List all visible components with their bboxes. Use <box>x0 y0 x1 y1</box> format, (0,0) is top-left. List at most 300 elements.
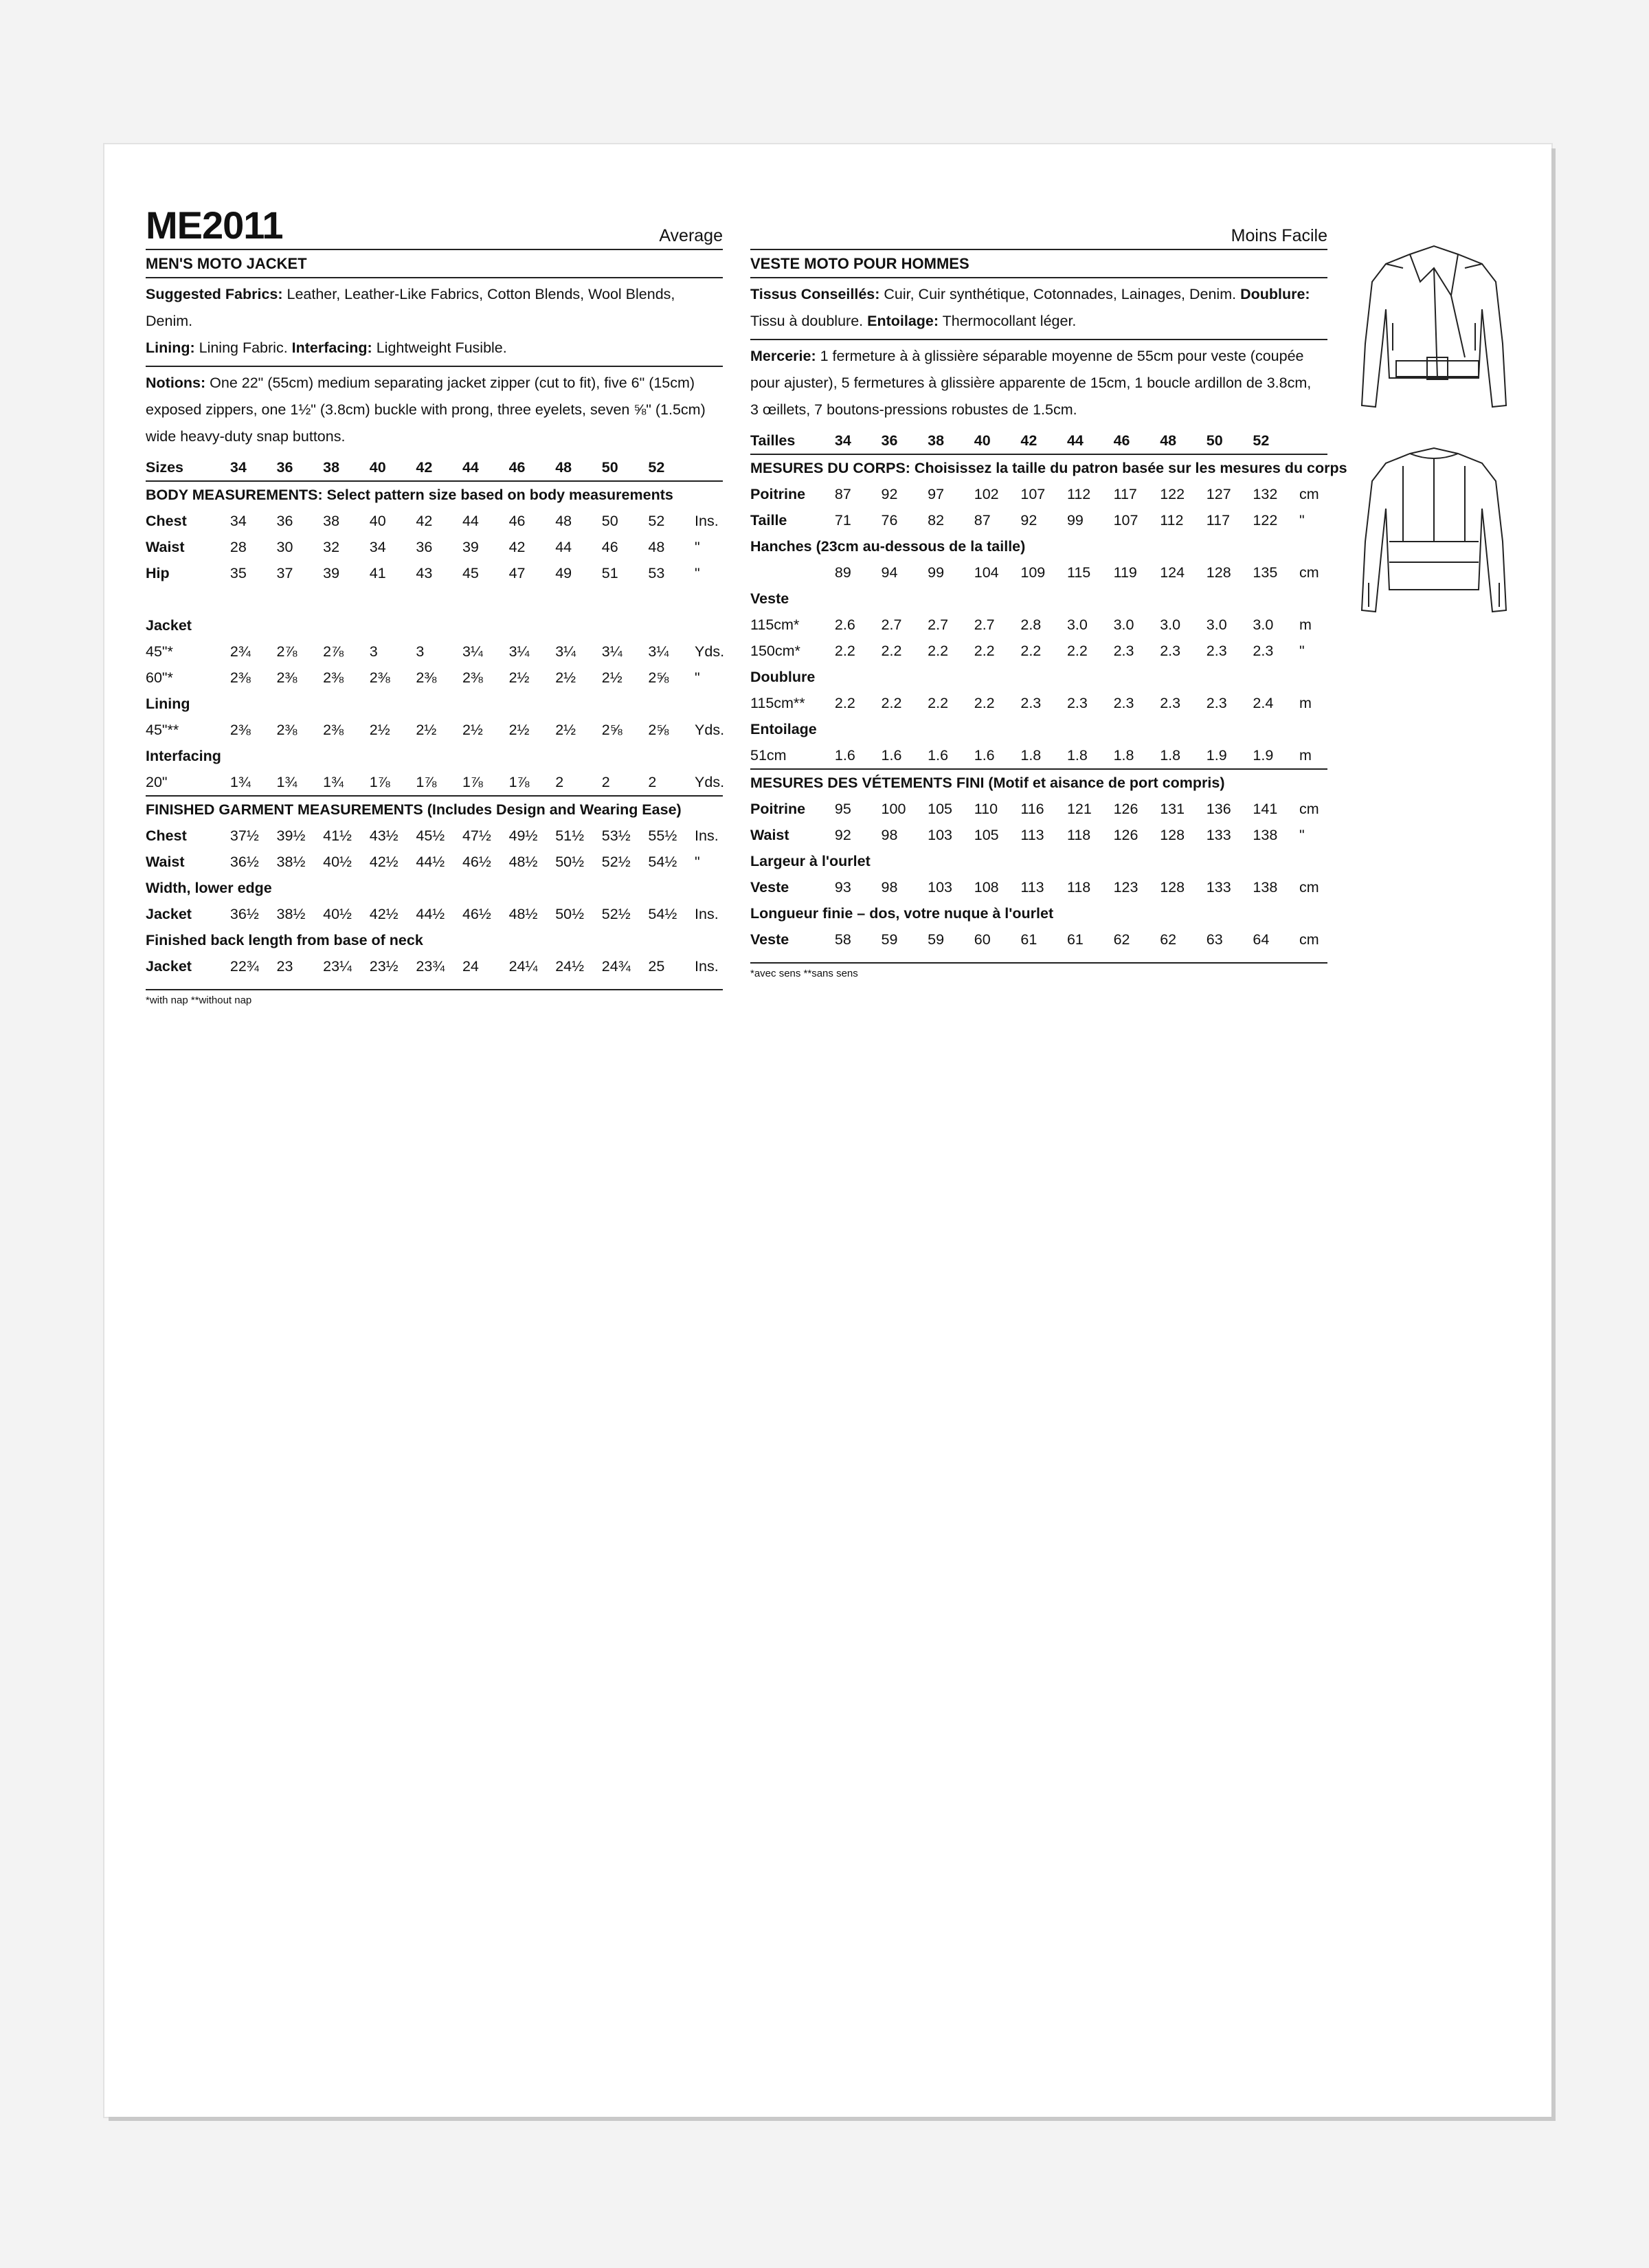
unit-label: cm <box>1299 564 1319 581</box>
cell-value: 34 <box>369 538 386 555</box>
interfacing-text: Thermocollant léger. <box>939 313 1077 329</box>
notions-label: Notions: <box>146 375 206 391</box>
row-label: Veste <box>750 931 789 948</box>
row-label: Chest <box>146 827 187 844</box>
cell-value: 38½ <box>276 853 306 870</box>
cell-value: 59 <box>928 931 945 948</box>
lining-label: Doublure: <box>1240 286 1310 302</box>
row-label: 115cm** <box>750 694 805 711</box>
cell-value: 46½ <box>462 853 491 870</box>
cell-value: 2⅝ <box>648 669 669 686</box>
interfacing-text: Lightweight Fusible. <box>372 340 507 356</box>
cell-value: 2.3 <box>1113 694 1134 711</box>
cell-value: 25 <box>648 957 665 975</box>
cell-value: 3¼ <box>508 643 530 660</box>
yardage-row <box>146 665 723 691</box>
section-title: Entoilage <box>750 720 817 737</box>
cell-value: 126 <box>1113 826 1138 843</box>
cell-value: 2⅜ <box>323 721 344 738</box>
unit-label: " <box>695 564 700 581</box>
cell-value: 1.6 <box>974 746 995 764</box>
garment-title: MEN'S MOTO JACKET <box>146 250 723 278</box>
hip-row <box>750 559 1327 586</box>
cell-value: 102 <box>974 485 999 502</box>
cell-value: 62 <box>1113 931 1130 948</box>
cell-value: 2.3 <box>1113 642 1134 659</box>
footnote: *with nap **without nap <box>146 994 252 1006</box>
cell-value: 42½ <box>369 853 399 870</box>
cell-value: 2.2 <box>928 642 949 659</box>
cell-value: 99 <box>928 564 945 581</box>
difficulty-level: Average <box>659 226 723 245</box>
cell-value: 50 <box>601 512 618 529</box>
section-title: Lining <box>146 695 190 712</box>
cell-value: 45½ <box>416 827 445 844</box>
cell-value: 112 <box>1160 511 1184 529</box>
cell-value: 23¼ <box>323 957 352 975</box>
cell-value: 113 <box>1020 878 1044 896</box>
notions-text: One 22" (55cm) medium separating jacket zipper (cut to fit), five 6" (15cm) exposed zippers, one 1½" (3.8cm) buckle with prong, three eyelets, seven ⅝" (1.5cm) wide heavy-duty snap buttons. <box>146 375 706 445</box>
cell-value: 2.2 <box>1020 642 1042 659</box>
unit-label: m <box>1299 694 1312 711</box>
measurement-table <box>146 454 723 990</box>
cell-value: 3¼ <box>462 643 483 660</box>
body-measurement-row <box>146 534 723 560</box>
cell-value: 44½ <box>416 853 445 870</box>
row-label: 20" <box>146 773 168 790</box>
cell-value: 112 <box>1066 485 1091 502</box>
cell-value: 2⅜ <box>323 669 344 686</box>
cell-value: 2.4 <box>1253 694 1274 711</box>
cell-value: 87 <box>974 511 991 529</box>
cell-value: 1¾ <box>276 773 298 790</box>
cell-value: 44½ <box>416 905 445 922</box>
row-label: 150cm* <box>750 642 800 659</box>
lining-text: Lining Fabric. <box>194 340 292 356</box>
section-title: Hanches (23cm au-dessous de la taille) <box>750 537 1026 555</box>
cell-value: 2.3 <box>1160 642 1181 659</box>
cell-value: 116 <box>1020 800 1044 817</box>
size-value: 42 <box>416 454 462 481</box>
cell-value: 2½ <box>508 669 530 686</box>
cell-value: 109 <box>1020 564 1046 581</box>
finished-measurement-row <box>750 796 1327 822</box>
row-label: 51cm <box>750 746 787 764</box>
cell-value: 2¾ <box>229 643 251 660</box>
notions-paragraph <box>146 367 716 454</box>
unit-label: cm <box>1299 931 1319 948</box>
cell-value: 51½ <box>555 827 585 844</box>
cell-value: 61 <box>1066 931 1084 948</box>
cell-value: 24½ <box>555 957 585 975</box>
size-value: 38 <box>928 427 974 454</box>
cell-value: 36½ <box>229 905 259 922</box>
cell-value: 141 <box>1253 800 1278 817</box>
finished-measurement-row <box>146 823 723 849</box>
sizes-row <box>146 454 723 481</box>
yardage-row <box>146 769 723 796</box>
unit-label: Yds. <box>695 773 725 790</box>
size-value: 44 <box>1067 427 1114 454</box>
cell-value: 94 <box>881 564 898 581</box>
size-value: 34 <box>230 454 277 481</box>
row-label: Taille <box>750 511 787 529</box>
cell-value: 2.3 <box>1253 642 1274 659</box>
unit-label: " <box>1299 642 1305 659</box>
cell-value: 2⅜ <box>229 669 251 686</box>
footnote: *avec sens **sans sens <box>750 968 858 979</box>
section-title: Doublure <box>750 668 816 685</box>
cell-value: 2.3 <box>1206 694 1227 711</box>
cell-value: 103 <box>928 826 953 843</box>
size-value: 52 <box>648 454 695 481</box>
cell-value: 52 <box>648 512 665 529</box>
cell-value: 122 <box>1253 511 1278 529</box>
cell-value: 2.3 <box>1020 694 1042 711</box>
cell-value: 48½ <box>508 853 538 870</box>
unit-label: " <box>695 669 700 686</box>
cell-value: 3¼ <box>648 643 669 660</box>
cell-value: 32 <box>323 538 340 555</box>
row-label <box>750 559 835 586</box>
cell-value: 2½ <box>601 669 622 686</box>
row-label: Jacket <box>146 957 192 975</box>
sizes-label: Tailles <box>750 427 835 454</box>
size-value: 42 <box>1020 427 1067 454</box>
unit-label: cm <box>1299 485 1319 502</box>
unit-label: Ins. <box>695 827 719 844</box>
cell-value: 50½ <box>555 853 585 870</box>
cell-value: 2.2 <box>881 694 902 711</box>
cell-value: 41½ <box>323 827 352 844</box>
cell-value: 3.0 <box>1253 616 1274 633</box>
cell-value: 42½ <box>369 905 399 922</box>
row-label: 45"* <box>146 643 173 660</box>
body-measurements-title <box>146 481 723 508</box>
difficulty-level: Moins Facile <box>1231 226 1327 245</box>
unit-label: cm <box>1299 878 1319 896</box>
cell-value: 37½ <box>229 827 259 844</box>
cell-value: 41 <box>369 564 386 581</box>
cell-value: 2.8 <box>1020 616 1042 633</box>
size-value: 36 <box>882 427 928 454</box>
cell-value: 2⅜ <box>276 721 298 738</box>
cell-value: 24¼ <box>508 957 538 975</box>
cell-value: 44 <box>462 512 479 529</box>
yardage-section-title <box>146 691 723 717</box>
cell-value: 43 <box>416 564 433 581</box>
cell-value: 48½ <box>508 905 538 922</box>
cell-value: 64 <box>1253 931 1270 948</box>
cell-value: 138 <box>1253 826 1278 843</box>
lining-text: Tissu à doublure. <box>750 313 868 329</box>
yardage-row <box>750 742 1327 769</box>
yardage-section-title <box>750 716 1327 742</box>
notions-paragraph <box>750 340 1321 427</box>
cell-value: 44 <box>555 538 572 555</box>
cell-value: 108 <box>974 878 999 896</box>
cell-value: 1¾ <box>323 773 344 790</box>
cell-value: 1⅞ <box>462 773 483 790</box>
cell-value: 54½ <box>648 905 677 922</box>
cell-value: 51 <box>601 564 618 581</box>
cell-value: 132 <box>1253 485 1278 502</box>
interfacing-label: Interfacing: <box>291 340 372 356</box>
cell-value: 53 <box>648 564 665 581</box>
spacer-row <box>146 586 723 612</box>
size-value: 34 <box>835 427 882 454</box>
cell-value: 124 <box>1160 564 1185 581</box>
body-measurement-row <box>750 481 1327 507</box>
cell-value: 2.2 <box>881 642 902 659</box>
cell-value: 30 <box>276 538 293 555</box>
cell-value: 43½ <box>369 827 399 844</box>
cell-value: 1.8 <box>1160 746 1181 764</box>
yardage-section-title <box>146 743 723 769</box>
notions-text: 1 fermeture à à glissière séparable moyenne de 55cm pour veste (coupée pour ajuster), 5 fermetures à glissière apparente de 15cm, 1 boucle ardillon de 3.8cm, 3 œillets, 7 boutons-pressions robustes de 1.5cm. <box>750 348 1312 418</box>
fabrics-label: Suggested Fabrics: <box>146 286 283 302</box>
cell-value: 136 <box>1206 800 1231 817</box>
cell-value: 2⅝ <box>601 721 622 738</box>
cell-value: 118 <box>1066 826 1091 843</box>
cell-value: 1⅞ <box>369 773 390 790</box>
measurement-table <box>750 427 1347 964</box>
cell-value: 39½ <box>276 827 306 844</box>
fabrics-text: Leather, Leather-Like Fabrics, Cotton Blends, Wool Blends, Denim. <box>146 286 675 329</box>
cell-value: 2.2 <box>834 694 855 711</box>
cell-value: 92 <box>1020 511 1037 529</box>
cell-value: 2 <box>648 773 657 790</box>
sizes-label: Sizes <box>146 454 230 481</box>
section-title: Interfacing <box>146 747 221 764</box>
cell-value: 53½ <box>601 827 631 844</box>
finished-measurement-row <box>146 849 723 875</box>
header-row <box>750 206 1327 250</box>
cell-value: 2½ <box>416 721 437 738</box>
size-value: 50 <box>1207 427 1253 454</box>
fabrics-label: Tissus Conseillés: <box>750 286 880 302</box>
cell-value: 110 <box>974 800 998 817</box>
section-title: Veste <box>750 590 789 607</box>
unit-label: " <box>695 538 700 555</box>
yardage-row <box>750 690 1327 716</box>
cell-value: 2 <box>555 773 564 790</box>
size-value: 36 <box>277 454 324 481</box>
cell-value: 1.8 <box>1066 746 1088 764</box>
cell-value: 36 <box>416 538 433 555</box>
spacer-row <box>146 979 723 990</box>
cell-value: 131 <box>1160 800 1185 817</box>
cell-value: 38½ <box>276 905 306 922</box>
unit-label: m <box>1299 746 1312 764</box>
row-label: Jacket <box>146 905 192 922</box>
back-length-title <box>750 900 1327 926</box>
yardage-row <box>146 638 723 665</box>
width-title <box>146 875 723 901</box>
cell-value: 1.9 <box>1206 746 1227 764</box>
cell-value: 2½ <box>555 721 576 738</box>
cell-value: 47½ <box>462 827 491 844</box>
cell-value: 2 <box>601 773 610 790</box>
cell-value: 2.2 <box>1066 642 1088 659</box>
row-label: Waist <box>146 853 185 870</box>
unit-label: " <box>1299 826 1305 843</box>
cell-value: 3¼ <box>601 643 622 660</box>
cell-value: 34 <box>229 512 247 529</box>
cell-value: 3 <box>416 643 425 660</box>
unit-label: Ins. <box>695 512 719 529</box>
row-label: Veste <box>750 878 789 896</box>
cell-value: 82 <box>928 511 945 529</box>
width-title <box>750 848 1327 874</box>
cell-value: 92 <box>881 485 898 502</box>
cell-value: 58 <box>834 931 851 948</box>
cell-value: 42 <box>508 538 526 555</box>
cell-value: 49 <box>555 564 572 581</box>
cell-value: 138 <box>1253 878 1278 896</box>
cell-value: 99 <box>1066 511 1084 529</box>
cell-value: 23¾ <box>416 957 445 975</box>
cell-value: 1⅞ <box>416 773 437 790</box>
cell-value: 2.2 <box>834 642 855 659</box>
cell-value: 123 <box>1113 878 1138 896</box>
cell-value: 98 <box>881 878 898 896</box>
cell-value: 38 <box>323 512 340 529</box>
cell-value: 2⅜ <box>462 669 483 686</box>
cell-value: 23½ <box>369 957 399 975</box>
yardage-row <box>750 638 1327 664</box>
fabrics-text: Cuir, Cuir synthétique, Cotonnades, Lainages, Denim. <box>879 286 1241 302</box>
cell-value: 92 <box>834 826 851 843</box>
row-label: Waist <box>750 826 789 843</box>
cell-value: 42 <box>416 512 433 529</box>
yardage-section-title <box>750 586 1327 612</box>
cell-value: 113 <box>1020 826 1044 843</box>
cell-value: 2⅜ <box>229 721 251 738</box>
cell-value: 128 <box>1206 564 1231 581</box>
cell-value: 61 <box>1020 931 1037 948</box>
notions-label: Mercerie: <box>750 348 816 364</box>
cell-value: 62 <box>1160 931 1177 948</box>
garment-sketches <box>1355 241 1520 643</box>
row-label: 45"** <box>146 721 179 738</box>
pattern-code: ME2011 <box>146 203 283 247</box>
cell-value: 76 <box>881 511 898 529</box>
cell-value: 36 <box>276 512 293 529</box>
cell-value: 71 <box>834 511 851 529</box>
cell-value: 2⅜ <box>276 669 298 686</box>
cell-value: 3.0 <box>1206 616 1227 633</box>
cell-value: 117 <box>1206 511 1231 529</box>
cell-value: 24¾ <box>601 957 631 975</box>
cell-value: 126 <box>1113 800 1138 817</box>
row-label: Hip <box>146 564 170 581</box>
cell-value: 1.8 <box>1113 746 1134 764</box>
body-measurement-row <box>146 508 723 534</box>
width-row <box>750 874 1327 900</box>
cell-value: 2.7 <box>881 616 902 633</box>
unit-label: Ins. <box>695 905 719 922</box>
cell-value: 1.6 <box>928 746 949 764</box>
cell-value: 118 <box>1066 878 1091 896</box>
size-value: 50 <box>602 454 649 481</box>
header-row <box>146 203 723 250</box>
cell-value: 1.9 <box>1253 746 1274 764</box>
size-value: 44 <box>462 454 509 481</box>
cell-value: 2½ <box>508 721 530 738</box>
cell-value: 95 <box>834 800 851 817</box>
cell-value: 133 <box>1206 826 1231 843</box>
cell-value: 107 <box>1113 511 1138 529</box>
cell-value: 2⅝ <box>648 721 669 738</box>
unit-label: Yds. <box>695 721 725 738</box>
cell-value: 2.6 <box>834 616 855 633</box>
cell-value: 40 <box>369 512 386 529</box>
cell-value: 23 <box>276 957 293 975</box>
size-value: 46 <box>509 454 556 481</box>
french-column <box>750 206 1347 979</box>
section-title: Jacket <box>146 616 192 634</box>
cell-value: 104 <box>974 564 999 581</box>
cell-value: 48 <box>648 538 665 555</box>
row-label: Poitrine <box>750 800 806 817</box>
cell-value: 1.6 <box>834 746 855 764</box>
cell-value: 1.6 <box>881 746 902 764</box>
cell-value: 49½ <box>508 827 538 844</box>
section-title: Finished back length from base of neck <box>146 931 423 948</box>
cell-value: 2.7 <box>928 616 949 633</box>
cell-value: 40½ <box>323 853 352 870</box>
cell-value: 105 <box>974 826 999 843</box>
cell-value: 47 <box>508 564 526 581</box>
section-title: FINISHED GARMENT MEASUREMENTS (Includes Design and Wearing Ease) <box>146 796 723 823</box>
cell-value: 36½ <box>229 853 259 870</box>
cell-value: 48 <box>555 512 572 529</box>
cell-value: 93 <box>834 878 851 896</box>
size-value: 40 <box>974 427 1021 454</box>
cell-value: 50½ <box>555 905 585 922</box>
cell-value: 63 <box>1206 931 1223 948</box>
lining-label: Lining: <box>146 340 195 356</box>
cell-value: 121 <box>1066 800 1092 817</box>
cell-value: 22¾ <box>229 957 259 975</box>
fabrics-paragraph <box>750 278 1327 340</box>
cell-value: 2.3 <box>1206 642 1227 659</box>
back-length-row <box>146 953 723 979</box>
cell-value: 2½ <box>369 721 390 738</box>
cell-value: 60 <box>974 931 991 948</box>
body-measurements-title <box>750 454 1327 481</box>
fabrics-paragraph <box>146 278 723 367</box>
back-length-title <box>146 927 723 953</box>
row-label: Chest <box>146 512 187 529</box>
cell-value: 46 <box>508 512 526 529</box>
interfacing-label: Entoilage: <box>867 313 939 329</box>
row-label: 115cm* <box>750 616 800 633</box>
cell-value: 37 <box>276 564 293 581</box>
size-value: 40 <box>370 454 416 481</box>
cell-value: 1⅞ <box>508 773 530 790</box>
section-title: Longueur finie – dos, votre nuque à l'ourlet <box>750 904 1054 922</box>
finished-measurement-row <box>750 822 1327 848</box>
cell-value: 3.0 <box>1160 616 1181 633</box>
cell-value: 40½ <box>323 905 352 922</box>
cell-value: 24 <box>462 957 479 975</box>
cell-value: 103 <box>928 878 953 896</box>
cell-value: 105 <box>928 800 953 817</box>
sizes-row <box>750 427 1327 454</box>
jacket-back-illustration <box>1355 438 1513 624</box>
